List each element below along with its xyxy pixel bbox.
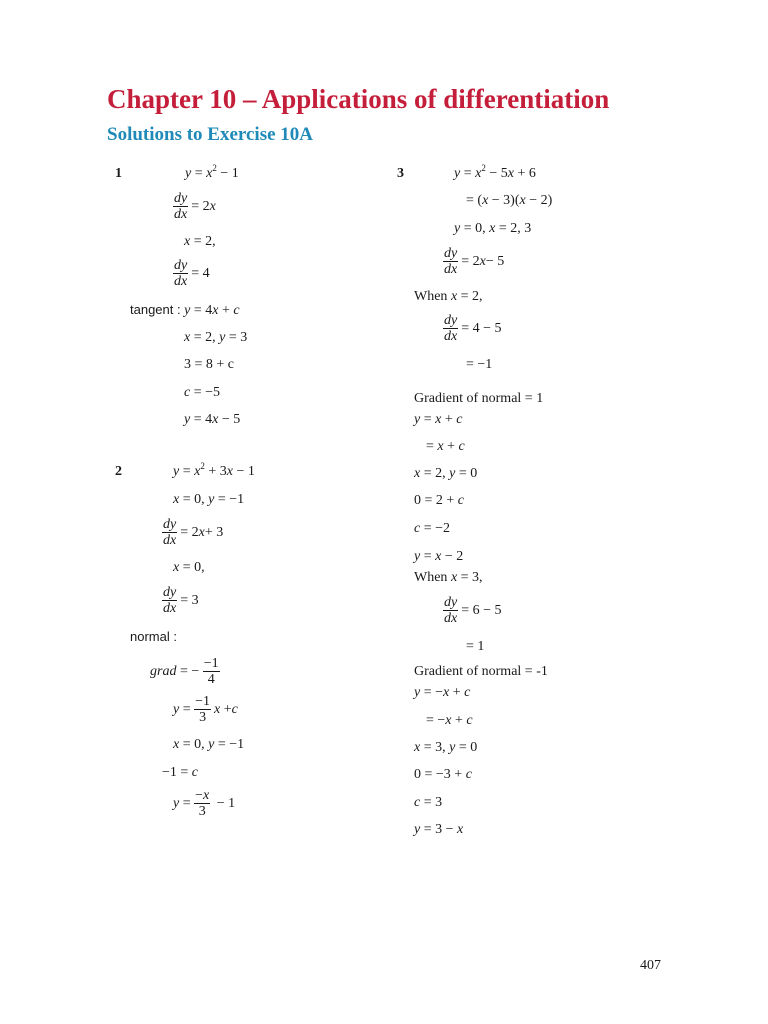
q2-equation: $y = x^2 + 3x - 1$ — [173, 461, 255, 479]
chapter-title: Chapter 10 – Applications of differentiation — [107, 84, 610, 114]
q3-normal-gradient-1: Gradient of normal = 1 — [414, 391, 544, 406]
q3-answer-b: y = 3 − x — [414, 822, 464, 837]
q3-c-value-b: c = 3 — [414, 795, 443, 810]
exercise-subtitle: Solutions to Exercise 10A — [107, 124, 314, 145]
q2-x-value: x = 0, — [173, 560, 205, 575]
q2-derivative-value: dy dx = 3 — [163, 585, 199, 616]
q2-point: x = 0, y = −1 — [173, 492, 245, 507]
question-number-1: 1 — [115, 166, 122, 181]
q3-line-a-1: y = x + c — [414, 412, 463, 427]
q1-substitution: 3 = 8 + c — [184, 357, 235, 372]
q3-line-b-1: y = −x + c — [414, 685, 471, 700]
question-number-3: 3 — [397, 166, 404, 181]
q1-tangent: tangent : y = 4x + c — [130, 302, 240, 318]
q3-line-a-2: = x + c — [426, 439, 465, 454]
q3-point-b: x = 3, y = 0 — [414, 740, 478, 755]
q3-answer-a: y = x − 2 — [414, 549, 464, 564]
q2-normal-label: normal : — [130, 629, 177, 644]
q3-substitution-a: 0 = 2 + c — [414, 493, 465, 508]
q3-point-a: x = 2, y = 0 — [414, 466, 478, 481]
q3-when-x2: When x = 2, — [414, 289, 483, 304]
q1-derivative: dy dx = 2 x — [174, 191, 216, 222]
q3-derivative-at-2: dy dx = 4 − 5 — [444, 313, 502, 344]
q3-c-value-a: c = −2 — [414, 521, 451, 536]
q1-point: x = 2, y = 3 — [184, 330, 248, 345]
q2-answer: y = −x 3 − 1 — [173, 788, 236, 819]
q3-factored: = (x − 3)(x − 2) — [466, 193, 553, 208]
q2-normal-equation: y = −1 3 x + c — [173, 694, 238, 725]
q2-gradient: grad = − −1 4 — [150, 656, 219, 687]
q3-roots: y = 0, x = 2, 3 — [454, 221, 532, 236]
q1-answer: y = 4x − 5 — [184, 412, 241, 427]
q1-derivative-value: dy dx = 4 — [174, 258, 210, 289]
q1-equation: $y = x^2 - 1$ — [185, 163, 239, 181]
q3-value-at-3: = 1 — [466, 639, 485, 654]
q1-c-value: c = −5 — [184, 385, 221, 400]
q3-normal-gradient-2: Gradient of normal = -1 — [414, 664, 548, 679]
q2-c-value: −1 = c — [162, 765, 199, 780]
q3-derivative-at-3: dy dx = 6 − 5 — [444, 595, 502, 626]
q3-line-b-2: = −x + c — [426, 713, 473, 728]
q3-value-at-2: = −1 — [466, 357, 493, 372]
q1-tangent-label: tangent : — [130, 302, 181, 317]
q3-equation: $y = x^2 - 5x + 6$ — [454, 163, 536, 181]
q2-derivative: dy dx = 2 x + 3 — [163, 517, 224, 548]
page-number: 407 — [640, 958, 661, 973]
q3-when-x3: When x = 3, — [414, 570, 483, 585]
q2-point-2: x = 0, y = −1 — [173, 737, 245, 752]
q3-derivative: dy dx = 2 x − 5 — [444, 246, 505, 277]
q3-substitution-b: 0 = −3 + c — [414, 767, 472, 782]
q1-x-value: x = 2, — [184, 234, 216, 249]
question-number-2: 2 — [115, 464, 122, 479]
